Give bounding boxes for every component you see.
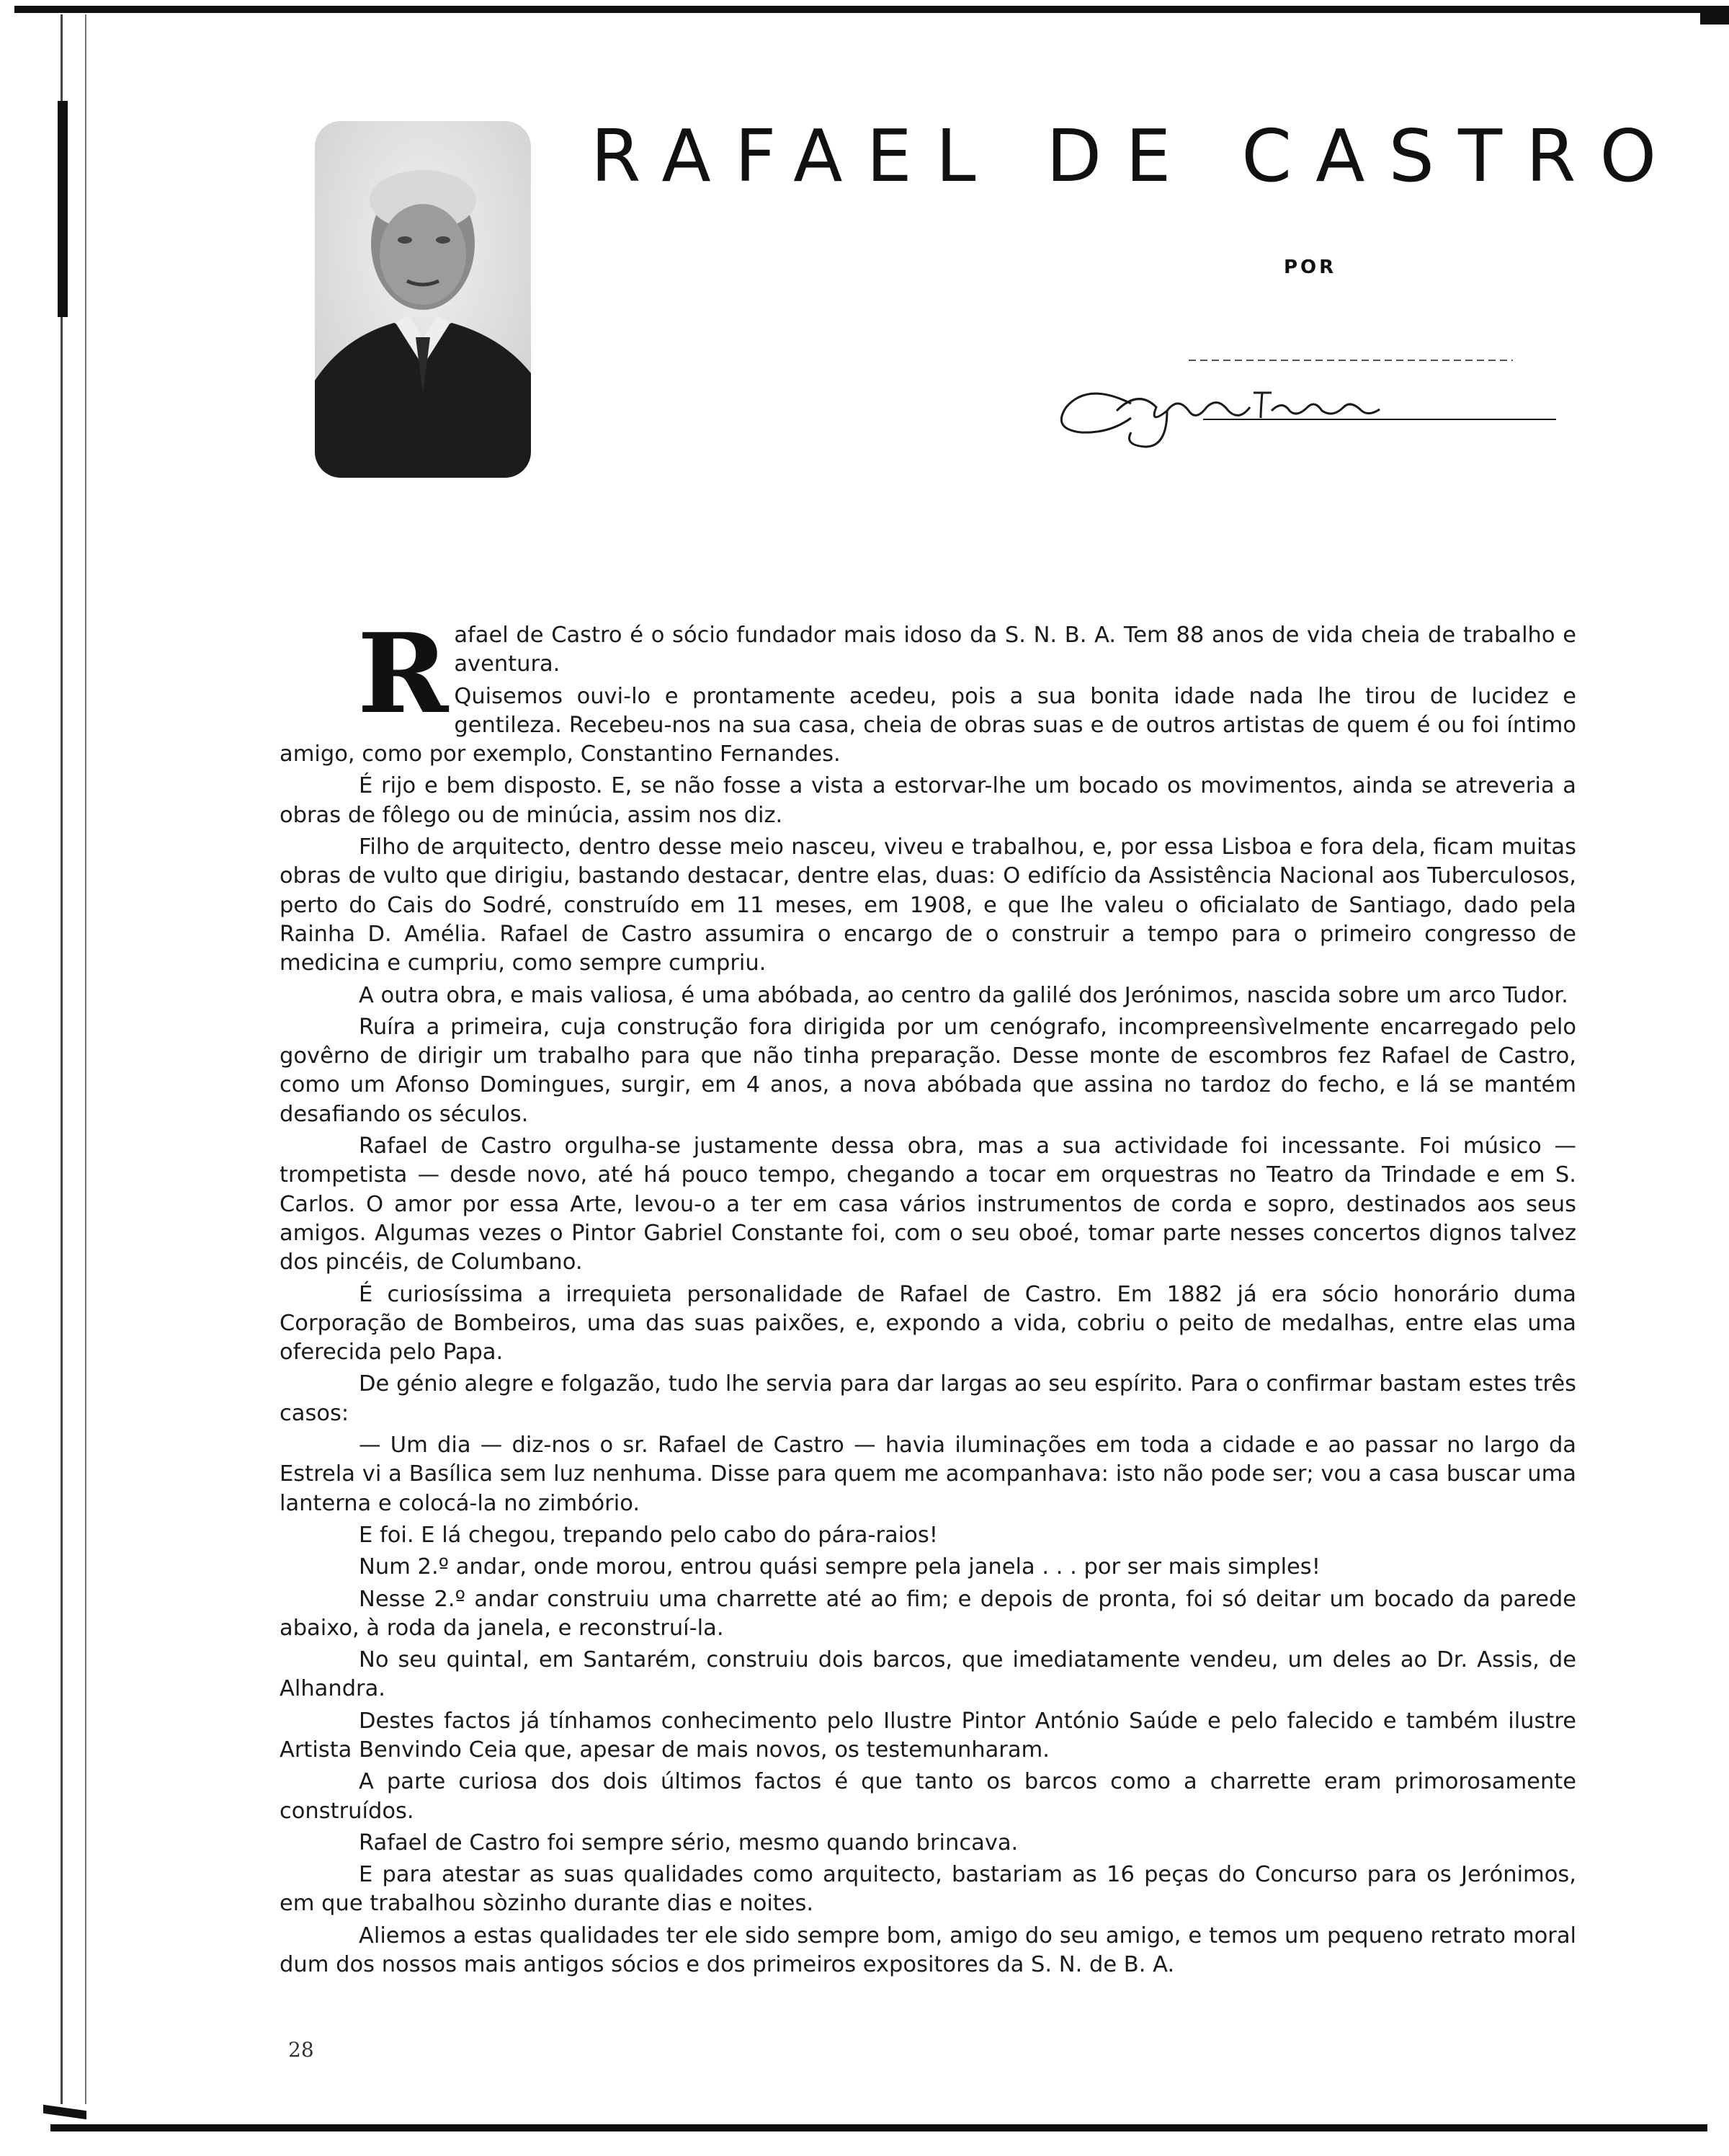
page-edge-corner <box>1700 6 1729 24</box>
article-paragraph: E foi. E lá chegou, trepando pelo cabo do pára-raios! <box>359 1522 938 1548</box>
article-body <box>280 609 1576 1982</box>
article-paragraph: E para atestar as suas qualidades como arquitecto, bastariam as 16 peças do Concurso para os Jerónimos, em que trabalhou sòzinho durante dias e noites. <box>280 1862 1576 1917</box>
page-number: 28 <box>288 2038 314 2062</box>
drop-cap: R <box>357 609 449 738</box>
page-edge-bottom <box>50 2124 1707 2132</box>
author-signature <box>1023 339 1571 454</box>
article-paragraph: É rijo e bem disposto. E, se não fosse a vista a estorvar-lhe um bocado os movimentos, ainda se atreveria a obras de fôlego ou de minúcia, assim nos diz. <box>280 773 1576 828</box>
article-paragraph: — Um dia — diz-nos o sr. Rafael de Castro — havia iluminações em toda a cidade e ao passar no largo da Estrela vi a Basílica sem luz nenhuma. Disse para quem me acompanhava: isto não pode ser; vou a casa buscar uma lanterna e colocá-la no zimbório. <box>280 1433 1576 1516</box>
article-paragraph: Quisemos ouvi-lo e prontamente acedeu, pois a sua bonita idade nada lhe tirou de lucidez e gentileza. Recebeu-nos na sua casa, cheia de obras suas e de outros artistas de quem é ou foi íntimo amigo, como por exemplo, Constantino Fernandes. <box>280 683 1576 767</box>
portrait-photo <box>315 121 531 478</box>
article-paragraph: Rafael de Castro foi sempre sério, mesmo quando brincava. <box>359 1830 1019 1856</box>
page-edge-top <box>14 6 1725 13</box>
article-paragraph: De génio alegre e folgazão, tudo lhe servia para dar largas ao seu espírito. Para o confirmar bastam estes três casos: <box>280 1371 1576 1426</box>
byline-label: POR <box>1284 257 1337 278</box>
article-paragraph: Ruíra a primeira, cuja construção fora dirigida por um cenógrafo, incompreensìvelmente encarregado pelo govêrno de dirigir um trabalho para que não tinha preparação. Desse monte de escombros fez Rafael de Castro, como um Afonso Domingues, surgir, em 4 anos, a nova abóbada que assina no tardoz do fecho, e lá se mantém desafiando os séculos. <box>280 1014 1576 1127</box>
article-paragraph: Nesse 2.º andar construiu uma charrette até ao fim; e depois de pronta, foi só deitar um bocado da parede abaixo, à roda da janela, e reconstruí-la. <box>280 1586 1576 1641</box>
article-paragraph: Rafael de Castro é o sócio fundador mais idoso da S. N. B. A. Tem 88 anos de vida cheia de trabalho e aventura. <box>357 609 1576 738</box>
article-paragraph: No seu quintal, em Santarém, construiu dois barcos, que imediatamente vendeu, um deles ao Dr. Assis, de Alhandra. <box>280 1647 1576 1702</box>
article-title: RAFAEL DE CASTRO <box>591 114 1681 198</box>
page-edge-left-block <box>58 101 68 317</box>
article-paragraph: Destes factos já tínhamos conhecimento pelo Ilustre Pintor António Saúde e pelo falecido e também ilustre Artista Benvindo Ceia que, apesar de mais novos, os testemunharam. <box>280 1708 1576 1763</box>
article-paragraph: Filho de arquitecto, dentro desse meio nasceu, viveu e trabalhou, e, por essa Lisboa e fora dela, ficam muitas obras de vulto que dirigiu, bastando destacar, dentre elas, duas: O edifício da Assistência Nacional aos Tuberculosos, perto do Cais do Sodré, construído em 11 meses, em 1908, e que lhe valeu o oficialato de Santiago, dado pela Rainha D. Amélia. Rafael de Castro assumira o encargo de o construir a tempo para o primeiro congresso de medicina e cumpriu, como sempre cumpriu. <box>280 834 1576 976</box>
page-edge-bottom-corner <box>43 2105 86 2119</box>
article-paragraph: A parte curiosa dos dois últimos factos é que tanto os barcos como a charrette eram primorosamente construídos. <box>280 1769 1576 1824</box>
article-paragraph: Aliemos a estas qualidades ter ele sido sempre bom, amigo do seu amigo, e temos um pequeno retrato moral dum dos nossos mais antigos sócios e dos primeiros expositores da S. N. de B. A. <box>280 1923 1576 1978</box>
article-paragraph: A outra obra, e mais valiosa, é uma abóbada, ao centro da galilé dos Jerónimos, nascida sobre um arco Tudor. <box>359 982 1568 1008</box>
article-paragraph: Num 2.º andar, onde morou, entrou quási sempre pela janela . . . por ser mais simples! <box>359 1554 1321 1580</box>
page-edge-left-line-2 <box>85 14 86 2104</box>
article-paragraph: Rafael de Castro orgulha-se justamente dessa obra, mas a sua actividade foi incessante. Foi músico — trompetista — desde novo, até há pouco tempo, chegando a tocar em orquestras no Teatro da Trindade e em S. Carlos. O amor por essa Arte, levou-o a ter em casa vários instrumentos de corda e sopro, destinados aos seus amigos. Algumas vezes o Pintor Gabriel Constante foi, com o seu oboé, tomar parte nesses concertos dignos talvez dos pincéis, de Columbano. <box>280 1133 1576 1275</box>
page-edge-left-line <box>61 14 63 2104</box>
article-paragraph: É curiosíssima a irrequieta personalidade de Rafael de Castro. Em 1882 já era sócio honorário duma Corporação de Bombeiros, uma das suas paixões, e, expondo a vida, cobriu o peito de medalhas, entre elas uma oferecida pelo Papa. <box>280 1281 1576 1366</box>
